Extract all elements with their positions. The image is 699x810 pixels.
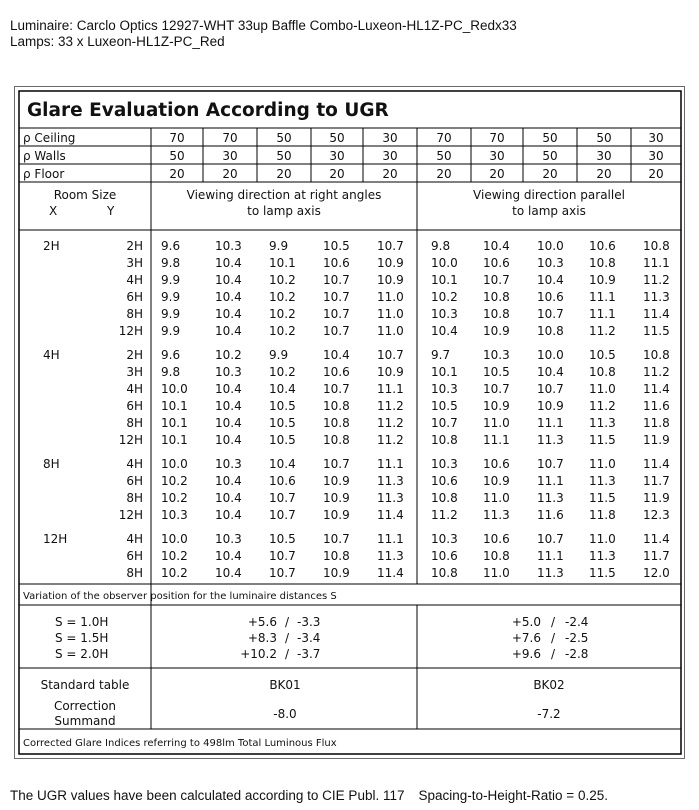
ugr-value: 10.2	[269, 290, 296, 304]
ugr-value: 10.4	[215, 382, 242, 396]
ugr-value: 10.9	[377, 256, 404, 270]
ugr-value: 10.1	[161, 399, 188, 413]
ugr-value: 11.1	[589, 307, 616, 321]
ugr-value: 10.8	[483, 290, 510, 304]
ugr-value: 9.9	[269, 348, 289, 362]
footer-line	[10, 788, 608, 803]
ugr-value: 11.3	[377, 474, 404, 488]
ugr-value: 11.7	[643, 474, 670, 488]
ugr-value: 10.7	[323, 382, 350, 396]
variation-separator: /	[550, 631, 556, 645]
ugr-value: 11.3	[483, 508, 510, 522]
ugr-table-frame	[14, 86, 685, 759]
ugr-value: 10.7	[323, 457, 350, 471]
variation-perp-minus: -3.3	[297, 615, 321, 629]
ugr-value: 10.3	[431, 307, 458, 321]
ugr-value: 11.2	[431, 508, 458, 522]
ugr-value: 10.8	[483, 549, 510, 563]
ugr-value: 12.3	[643, 508, 670, 522]
ugr-value: 10.4	[215, 491, 242, 505]
reflectance-value: 20	[276, 167, 292, 181]
ugr-value: 10.4	[215, 508, 242, 522]
ugr-value: 10.4	[215, 399, 242, 413]
ugr-value: 11.6	[643, 399, 670, 413]
ugr-value: 10.4	[215, 256, 242, 270]
spacing-label: S = 2.0H	[55, 647, 109, 661]
ugr-value: 11.0	[377, 290, 404, 304]
ugr-value: 10.2	[269, 365, 296, 379]
ugr-value: 9.9	[161, 290, 181, 304]
ugr-value: 10.6	[323, 365, 350, 379]
ugr-value: 10.7	[537, 307, 564, 321]
ugr-value: 10.4	[215, 290, 242, 304]
variation-par-plus: +7.6	[511, 631, 541, 645]
ugr-value: 10.7	[269, 508, 296, 522]
reflectance-label: ρ Floor	[23, 167, 65, 181]
ugr-value: 10.6	[483, 532, 510, 546]
ugr-value: 10.0	[431, 256, 458, 270]
ugr-value: 10.1	[161, 416, 188, 430]
ugr-value: 10.7	[269, 549, 296, 563]
room-y-value: 4H	[126, 532, 143, 546]
ugr-value: 10.9	[377, 273, 404, 287]
ugr-value: 10.5	[269, 416, 296, 430]
ugr-value: 10.4	[483, 239, 510, 253]
ugr-value: 10.3	[483, 348, 510, 362]
room-y-value: 6H	[126, 474, 143, 488]
ugr-value: 10.5	[483, 365, 510, 379]
ugr-value: 10.1	[431, 365, 458, 379]
perpendicular-header: to lamp axis	[247, 204, 321, 218]
room-y-value: 8H	[126, 307, 143, 321]
variation-separator: /	[284, 647, 290, 661]
ugr-value: 10.3	[215, 457, 242, 471]
ugr-value: 10.3	[431, 457, 458, 471]
ugr-value: 10.9	[377, 365, 404, 379]
room-y-value: 2H	[126, 348, 143, 362]
ugr-value: 9.9	[161, 324, 181, 338]
ugr-value: 10.8	[431, 566, 458, 580]
reflectance-value: 30	[222, 149, 238, 163]
standard-table-label: Standard table	[40, 678, 130, 692]
ugr-value: 11.3	[589, 549, 616, 563]
ugr-value: 10.9	[483, 474, 510, 488]
ugr-value: 10.0	[161, 457, 188, 471]
ugr-value: 10.2	[161, 474, 188, 488]
ugr-value: 10.5	[269, 399, 296, 413]
ugr-value: 9.9	[161, 273, 181, 287]
variation-separator: /	[284, 615, 290, 629]
ugr-value: 10.7	[323, 532, 350, 546]
room-y-value: 12H	[118, 433, 143, 447]
reflectance-value: 70	[436, 131, 452, 145]
room-y-value: 8H	[126, 566, 143, 580]
ugr-value: 11.0	[377, 324, 404, 338]
ugr-value: 10.4	[215, 549, 242, 563]
ugr-value: 10.7	[483, 273, 510, 287]
ugr-value: 11.4	[377, 508, 404, 522]
ugr-value: 10.8	[431, 433, 458, 447]
ugr-value: 11.2	[589, 399, 616, 413]
ugr-value: 10.3	[537, 256, 564, 270]
ugr-table	[15, 87, 684, 758]
ugr-value: 10.6	[431, 474, 458, 488]
ugr-value: 10.9	[323, 474, 350, 488]
ugr-value: 10.6	[431, 549, 458, 563]
ugr-value: 10.0	[161, 532, 188, 546]
ugr-value: 11.4	[643, 457, 670, 471]
ugr-value: 10.3	[215, 532, 242, 546]
ugr-value: 10.4	[215, 416, 242, 430]
reflectance-value: 50	[276, 149, 292, 163]
reflectance-value: 50	[169, 149, 185, 163]
ugr-value: 11.3	[377, 491, 404, 505]
reflectance-value: 20	[382, 167, 398, 181]
ugr-value: 9.7	[431, 348, 451, 362]
ugr-value: 11.1	[377, 457, 404, 471]
room-x-value: 8H	[43, 457, 60, 471]
ugr-value: 10.7	[269, 491, 296, 505]
table-title: Glare Evaluation According to UGR	[27, 100, 389, 121]
variation-perp-minus: -3.4	[297, 631, 321, 645]
ugr-value: 10.2	[269, 324, 296, 338]
ugr-value: 10.8	[589, 365, 616, 379]
room-y-value: 6H	[126, 399, 143, 413]
ugr-value: 10.8	[643, 348, 670, 362]
variation-perp-plus: +5.6	[247, 615, 277, 629]
ugr-value: 11.1	[537, 474, 564, 488]
ugr-value: 11.0	[483, 491, 510, 505]
ugr-value: 11.1	[483, 433, 510, 447]
variation-separator: /	[550, 647, 556, 661]
reflectance-value: 70	[169, 131, 185, 145]
reflectance-value: 50	[542, 131, 558, 145]
ugr-value: 11.5	[589, 433, 616, 447]
variation-separator: /	[284, 631, 290, 645]
ugr-value: 11.3	[643, 290, 670, 304]
ugr-value: 9.6	[161, 239, 181, 253]
ugr-value: 10.6	[269, 474, 296, 488]
ugr-value: 10.7	[323, 307, 350, 321]
reflectance-value: 20	[489, 167, 505, 181]
reflectance-value: 30	[382, 149, 398, 163]
ugr-value: 10.4	[431, 324, 458, 338]
ugr-value: 10.6	[589, 239, 616, 253]
room-x-value: 2H	[43, 239, 60, 253]
room-y-label: Y	[107, 204, 115, 218]
ugr-value: 10.1	[161, 433, 188, 447]
ugr-value: 10.1	[269, 256, 296, 270]
ugr-value: 11.3	[537, 491, 564, 505]
ugr-value: 10.9	[483, 399, 510, 413]
ugr-value: 10.9	[323, 491, 350, 505]
standard-table-par: BK02	[533, 678, 565, 692]
ugr-value: 11.5	[589, 566, 616, 580]
ugr-value: 11.7	[643, 549, 670, 563]
reflectance-value: 20	[596, 167, 612, 181]
reflectance-value: 30	[382, 131, 398, 145]
ugr-value: 10.4	[323, 348, 350, 362]
ugr-value: 10.8	[483, 307, 510, 321]
ugr-value: 11.0	[377, 307, 404, 321]
ugr-value: 10.9	[323, 566, 350, 580]
ugr-value: 10.4	[215, 273, 242, 287]
room-x-value: 12H	[43, 532, 68, 546]
ugr-value: 10.4	[215, 433, 242, 447]
room-y-value: 3H	[126, 365, 143, 379]
ugr-value: 10.7	[537, 532, 564, 546]
ugr-value: 10.7	[431, 416, 458, 430]
ugr-value: 10.0	[537, 348, 564, 362]
room-y-value: 4H	[126, 273, 143, 287]
ugr-value: 10.5	[269, 433, 296, 447]
ugr-value: 11.1	[377, 532, 404, 546]
ugr-value: 10.7	[269, 566, 296, 580]
ugr-value: 10.4	[215, 474, 242, 488]
reflectance-value: 30	[648, 131, 664, 145]
ugr-value: 10.3	[161, 508, 188, 522]
corrected-glare-note: Corrected Glare Indices referring to 498lm Total Luminous Flux	[23, 738, 337, 749]
ugr-value: 10.4	[537, 365, 564, 379]
ugr-value: 10.6	[483, 457, 510, 471]
ugr-value: 10.6	[323, 256, 350, 270]
ugr-value: 11.0	[483, 566, 510, 580]
room-y-value: 6H	[126, 549, 143, 563]
variation-perp-minus: -3.7	[297, 647, 321, 661]
ugr-value: 9.8	[161, 365, 181, 379]
room-y-value: 6H	[126, 290, 143, 304]
ugr-value: 10.9	[323, 508, 350, 522]
ugr-value: 10.5	[269, 532, 296, 546]
ugr-value: 10.7	[377, 348, 404, 362]
reflectance-value: 20	[329, 167, 345, 181]
room-x-value: 4H	[43, 348, 60, 362]
ugr-value: 11.8	[643, 416, 670, 430]
parallel-header: to lamp axis	[512, 204, 586, 218]
ugr-value: 11.8	[589, 508, 616, 522]
ugr-value: 11.3	[537, 566, 564, 580]
ugr-value: 11.1	[643, 256, 670, 270]
ugr-value: 10.8	[323, 416, 350, 430]
ugr-value: 11.0	[589, 457, 616, 471]
reflectance-value: 70	[489, 131, 505, 145]
ugr-value: 10.9	[589, 273, 616, 287]
reflectance-value: 50	[542, 149, 558, 163]
reflectance-value: 20	[169, 167, 185, 181]
spacing-label: S = 1.5H	[55, 631, 109, 645]
ugr-value: 10.2	[161, 566, 188, 580]
ugr-value: 10.4	[215, 324, 242, 338]
room-x-label: X	[49, 204, 58, 218]
ugr-method-note: The UGR values have been calculated according to CIE Publ. 117	[10, 788, 405, 803]
ugr-value: 10.3	[215, 365, 242, 379]
ugr-value: 10.7	[323, 273, 350, 287]
room-y-value: 12H	[118, 324, 143, 338]
reflectance-value: 30	[329, 149, 345, 163]
reflectance-value: 20	[648, 167, 664, 181]
ugr-value: 10.5	[589, 348, 616, 362]
ugr-value: 11.5	[589, 491, 616, 505]
ugr-value: 10.2	[269, 273, 296, 287]
room-size-label: Room Size	[53, 188, 117, 202]
ugr-value: 10.3	[431, 382, 458, 396]
reflectance-value: 30	[596, 149, 612, 163]
ugr-value: 11.9	[643, 433, 670, 447]
room-y-value: 8H	[126, 491, 143, 505]
variation-par-minus: -2.5	[565, 631, 589, 645]
ugr-value: 10.4	[269, 382, 296, 396]
ugr-value: 9.8	[431, 239, 451, 253]
ugr-value: 10.8	[323, 399, 350, 413]
ugr-value: 10.5	[431, 399, 458, 413]
ugr-value: 11.4	[643, 307, 670, 321]
ugr-value: 9.9	[269, 239, 289, 253]
ugr-value: 10.3	[215, 239, 242, 253]
ugr-value: 11.1	[377, 382, 404, 396]
ugr-value: 11.5	[643, 324, 670, 338]
ugr-value: 10.4	[537, 273, 564, 287]
ugr-value: 10.4	[215, 307, 242, 321]
ugr-value: 10.9	[483, 324, 510, 338]
ugr-value: 10.8	[323, 433, 350, 447]
reflectance-value: 50	[329, 131, 345, 145]
ugr-value: 11.0	[483, 416, 510, 430]
ugr-value: 10.2	[161, 549, 188, 563]
ugr-value: 11.3	[589, 416, 616, 430]
ugr-value: 11.3	[377, 549, 404, 563]
ugr-value: 10.3	[431, 532, 458, 546]
ugr-value: 11.2	[589, 324, 616, 338]
ugr-value: 10.8	[323, 549, 350, 563]
ugr-value: 11.6	[537, 508, 564, 522]
ugr-value: 11.0	[589, 382, 616, 396]
room-y-value: 4H	[126, 382, 143, 396]
ugr-value: 10.7	[483, 382, 510, 396]
variation-par-plus: +9.6	[511, 647, 541, 661]
ugr-value: 10.2	[431, 290, 458, 304]
ugr-value: 12.0	[643, 566, 670, 580]
ugr-value: 11.4	[643, 532, 670, 546]
reflectance-value: 70	[222, 131, 238, 145]
correction-label: Correction	[53, 699, 117, 713]
parallel-header: Viewing direction parallel	[473, 188, 625, 202]
ugr-value: 10.7	[323, 290, 350, 304]
reflectance-label: ρ Ceiling	[23, 131, 76, 145]
ugr-value: 9.9	[161, 307, 181, 321]
ugr-value: 10.6	[483, 256, 510, 270]
variation-par-minus: -2.8	[565, 647, 589, 661]
standard-table-perp: BK01	[269, 678, 301, 692]
ugr-value: 10.7	[537, 382, 564, 396]
ugr-value: 10.8	[589, 256, 616, 270]
correction-label: Summand	[54, 714, 116, 728]
variation-par-plus: +5.0	[511, 615, 541, 629]
reflectance-value: 50	[276, 131, 292, 145]
ugr-value: 10.5	[323, 239, 350, 253]
ugr-value: 10.9	[537, 399, 564, 413]
reflectance-label: ρ Walls	[23, 149, 66, 163]
spacing-height-ratio-note: Spacing-to-Height-Ratio = 0.25.	[418, 788, 608, 803]
ugr-value: 11.4	[377, 566, 404, 580]
ugr-value: 10.7	[377, 239, 404, 253]
lamps-line: Lamps: 33 x Luxeon-HL1Z-PC_Red	[10, 34, 225, 49]
ugr-value: 10.2	[215, 348, 242, 362]
reflectance-value: 30	[489, 149, 505, 163]
reflectance-value: 50	[596, 131, 612, 145]
ugr-value: 10.7	[323, 324, 350, 338]
ugr-value: 10.1	[431, 273, 458, 287]
room-y-value: 8H	[126, 416, 143, 430]
ugr-value: 11.1	[537, 416, 564, 430]
ugr-value: 10.4	[269, 457, 296, 471]
reflectance-value: 20	[542, 167, 558, 181]
ugr-value: 11.1	[537, 549, 564, 563]
reflectance-value: 50	[436, 149, 452, 163]
correction-par: -7.2	[537, 707, 561, 721]
ugr-value: 9.6	[161, 348, 181, 362]
luminaire-line: Luminaire: Carclo Optics 12927-WHT 33up Baffle Combo-Luxeon-HL1Z-PC_Redx33	[10, 18, 517, 33]
ugr-value: 10.8	[431, 491, 458, 505]
ugr-value: 10.8	[643, 239, 670, 253]
ugr-value: 11.2	[377, 433, 404, 447]
ugr-value: 11.3	[537, 433, 564, 447]
room-y-value: 4H	[126, 457, 143, 471]
ugr-value: 11.1	[589, 290, 616, 304]
room-y-value: 12H	[118, 508, 143, 522]
ugr-value: 11.2	[377, 399, 404, 413]
ugr-value: 11.2	[377, 416, 404, 430]
ugr-value: 10.7	[537, 457, 564, 471]
room-y-value: 3H	[126, 256, 143, 270]
spacing-label: S = 1.0H	[55, 615, 109, 629]
reflectance-value: 20	[436, 167, 452, 181]
ugr-value: 11.3	[589, 474, 616, 488]
reflectance-value: 20	[222, 167, 238, 181]
ugr-value: 11.0	[589, 532, 616, 546]
perpendicular-header: Viewing direction at right angles	[186, 188, 382, 202]
ugr-value: 10.2	[161, 491, 188, 505]
variation-perp-plus: +10.2	[240, 647, 277, 661]
ugr-value: 10.6	[537, 290, 564, 304]
room-y-value: 2H	[126, 239, 143, 253]
ugr-value: 11.9	[643, 491, 670, 505]
variation-note: Variation of the observer position for the luminaire distances S	[23, 591, 337, 602]
variation-separator: /	[550, 615, 556, 629]
variation-perp-plus: +8.3	[247, 631, 277, 645]
variation-par-minus: -2.4	[565, 615, 589, 629]
ugr-value: 10.0	[537, 239, 564, 253]
ugr-value: 10.0	[161, 382, 188, 396]
ugr-value: 10.2	[269, 307, 296, 321]
correction-perp: -8.0	[273, 707, 297, 721]
reflectance-value: 30	[648, 149, 664, 163]
ugr-value: 11.2	[643, 273, 670, 287]
ugr-value: 10.8	[537, 324, 564, 338]
ugr-value: 10.4	[215, 566, 242, 580]
ugr-value: 11.2	[643, 365, 670, 379]
ugr-value: 9.8	[161, 256, 181, 270]
ugr-value: 11.4	[643, 382, 670, 396]
